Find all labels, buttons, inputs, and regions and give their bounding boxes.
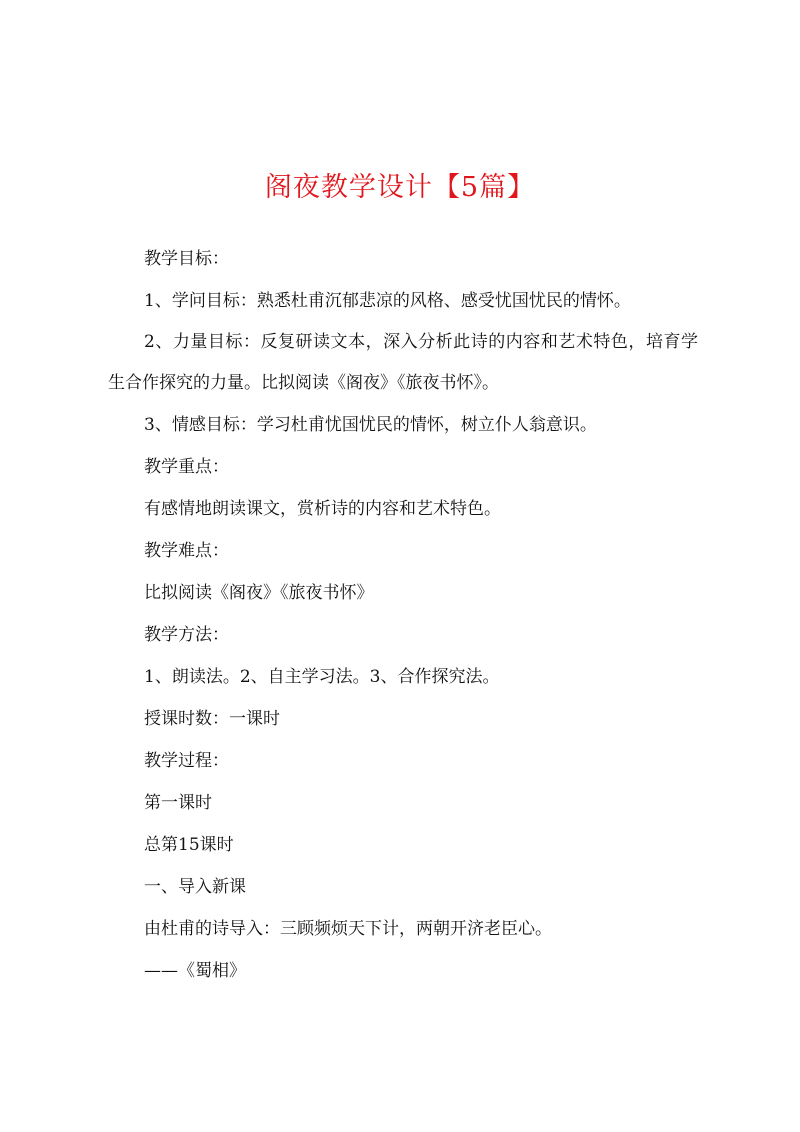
paragraph-process-heading: 教学过程： (144, 751, 229, 771)
paragraph-introduction: 由杜甫的诗导入：三顾频烦天下计，两朝开济老臣心。 (144, 919, 552, 939)
paragraph-key-points-heading: 教学重点： (144, 457, 229, 477)
paragraph-difficulties-heading: 教学难点： (144, 541, 229, 561)
paragraph-first-lesson: 第一课时 (144, 793, 212, 813)
paragraph-teaching-objectives-heading: 教学目标： (144, 249, 229, 269)
paragraph-class-hours: 授课时数：一课时 (144, 709, 280, 729)
document-body (108, 238, 698, 992)
paragraph-difficulties: 比拟阅读《阁夜》《旅夜书怀》 (144, 583, 374, 603)
paragraph-knowledge-objective: 1、学问目标：熟悉杜甫沉郁悲凉的风格、感受忧国忧民的情怀。 (144, 291, 631, 311)
paragraph-emotion-objective: 3、情感目标：学习杜甫忧国忧民的情怀，树立仆人翁意识。 (144, 415, 597, 435)
paragraph-methods: 1、朗读法。2、自主学习法。3、合作探究法。 (144, 667, 500, 687)
paragraph-key-points: 有感情地朗读课文，赏析诗的内容和艺术特色。 (144, 499, 501, 519)
paragraph-methods-heading: 教学方法： (144, 625, 229, 645)
paragraph-quote-source: ——《蜀相》 (144, 961, 246, 981)
paragraph-ability-objective: 2、力量目标：反复研读文本，深入分析此诗的内容和艺术特色，培育学生合作探究的力量。比拟阅读《阁夜》《旅夜书怀》。 (108, 332, 698, 393)
paragraph-total-lesson: 总第15课时 (144, 835, 234, 855)
document-title: 阁夜教学设计【5篇】 (264, 172, 536, 203)
paragraph-introduction-heading: 一、导入新课 (144, 877, 246, 897)
